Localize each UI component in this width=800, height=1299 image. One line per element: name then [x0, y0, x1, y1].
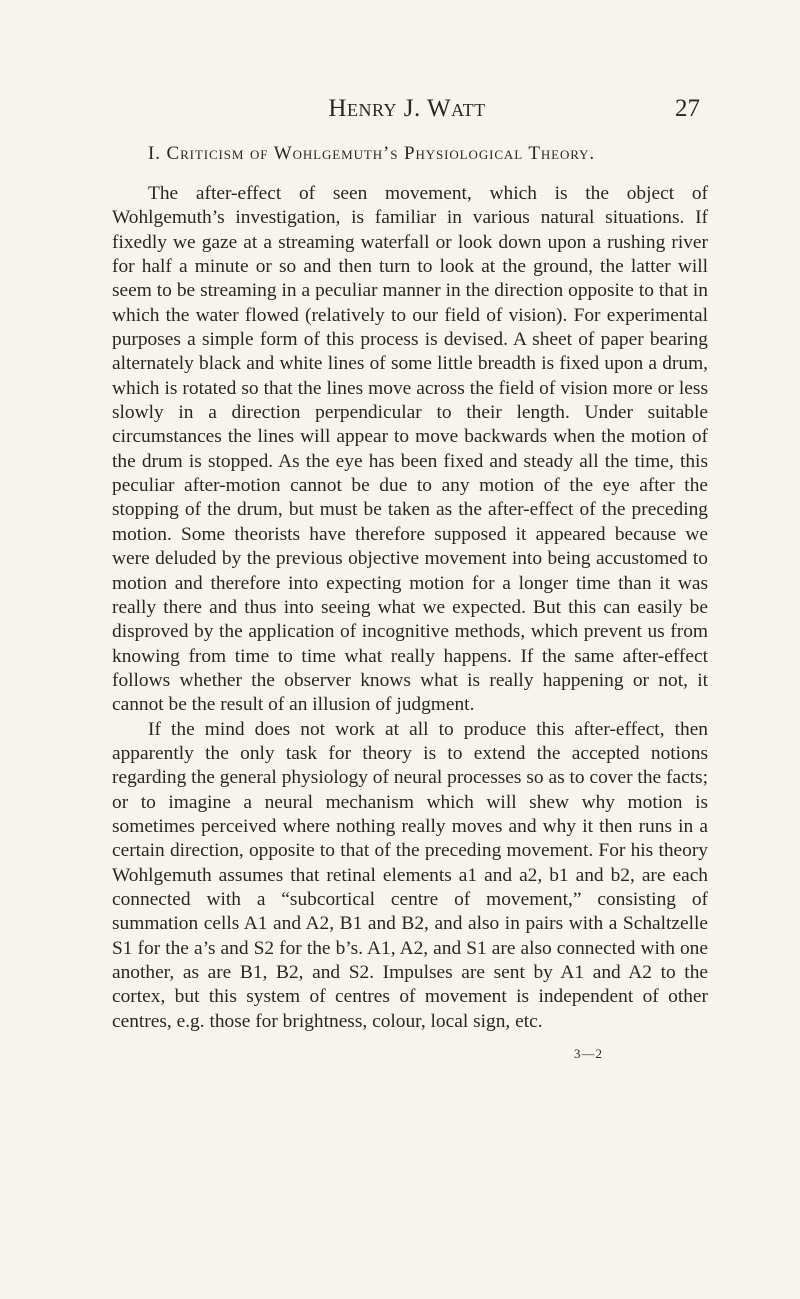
body-text	[112, 182, 708, 1034]
page-number: 27	[675, 95, 700, 122]
signature-mark: 3—2	[574, 1046, 603, 1061]
running-head-author: Henry J. Watt	[328, 95, 486, 122]
paragraph-1: The after-effect of seen movement, which is the object of Wohlgemuth’s investigation, is familiar in various natural situations. If fixedly we gaze at a streaming waterfall or look down upon a rushing river for half a minute or so and then turn to look at the ground, the latter will seem to be streaming in a peculiar manner in the direction opposite to that in which the water flowed (relatively to our field of vision). For experimental purposes a simple form of this process is devised. A sheet of paper bearing alternately black and white lines of some little breadth is fixed upon a drum, which is rotated so that the lines move across the field of vision more or less slowly in a direction perpendicular to their length. Under suitable circumstances the lines will appear to move backwards when the motion of the drum is stopped. As the eye has been fixed and steady all the time, this peculiar after-motion cannot be due to any motion of the eye after the stopping of the drum, but must be taken as the after-effect of the preceding motion. Some theorists have therefore supposed it appeared because we were deluded by the previous objective movement into being accustomed to motion and therefore into expecting motion for a longer time than it was really there and thus into seeing what we expected. But this can easily be disproved by the application of incognitive methods, which prevent us from knowing from time to time what really happens. If the same after-effect follows whether the observer knows what is really happening or not, it cannot be the result of an illusion of judgment.	[112, 183, 708, 716]
section-heading: I. Criticism of Wohlgemuth’s Physiological Theory.	[148, 143, 596, 164]
paragraph-2: If the mind does not work at all to produce this after-effect, then apparently the only task for theory is to extend the accepted notions regarding the general physiology of neural processes so as to cover the facts; or to imagine a neural mechanism which will shew why motion is sometimes perceived where nothing really moves and why it then runs in a certain direction, opposite to that of the preceding movement. For his theory Wohlgemuth assumes that retinal elements a1 and a2, b1 and b2, are each connected with a “subcortical centre of movement,” consisting of summation cells A1 and A2, B1 and B2, and also in pairs with a Schaltzelle S1 for the a’s and S2 for the b’s. A1, A2, and S1 are also connected with one another, as are B1, B2, and S2. Impulses are sent by A1 and A2 to the cortex, but this system of centres of movement is independent of other centres, e.g. those for brightness, colour, local sign, etc.	[112, 718, 708, 1032]
running-head	[114, 95, 700, 125]
